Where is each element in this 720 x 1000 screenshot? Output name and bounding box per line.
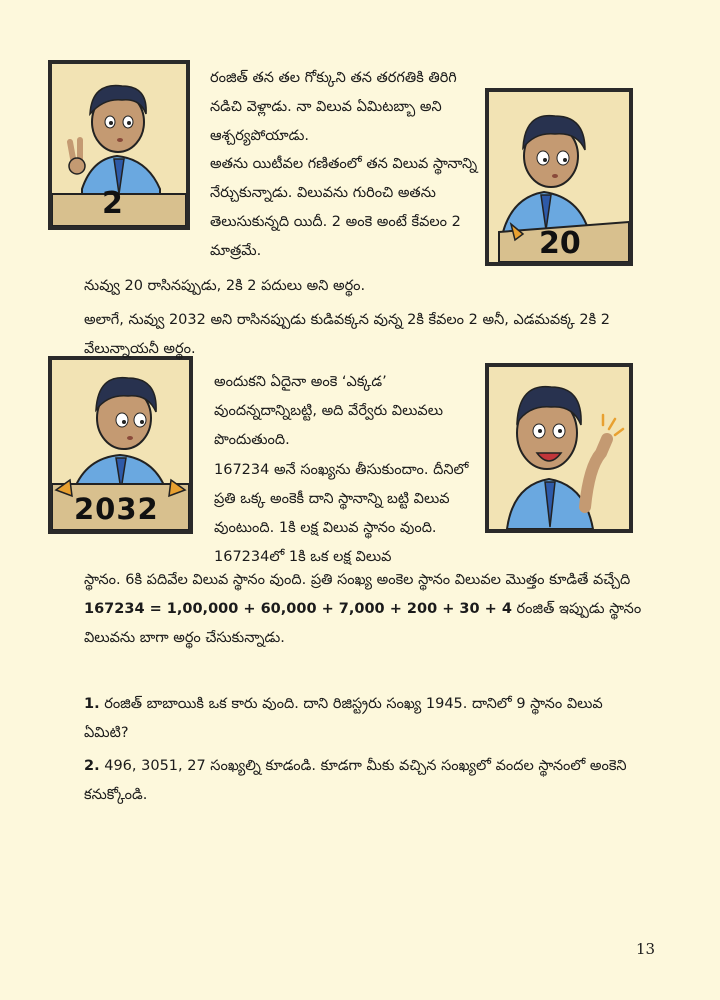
middle-paragraph-6-continued: స్థానం. 6కి పదివేల విలువ స్థానం వుంది. ప్రతి సంఖ్య అంకెల స్థానం విలువల మొత్తం కూడితే వచ్చేది [84, 572, 631, 588]
equation-line [84, 595, 644, 653]
middle-paragraph-5: అందుకని ఏదైనా అంకె ‘ఎక్కడ’ వుందన్నదాన్నిబట్టి, అది వేర్వేరు విలువలు పొందుతుంది. [214, 374, 444, 448]
intro-paragraph-1: రంజిత్ తన తల గోక్కుని తన తరగతికి తిరిగి నడిచి వెళ్లాడు. నా విలువ ఏమిటబ్బా అని ఆశ్చర్యపోయాడు. [210, 70, 457, 144]
exercise-2-text: 496, 3051, 27 సంఖ్యల్ని కూడండి. కూడగా మీకు వచ్చిన సంఖ్యలో వందల స్థానంలో అంకెని కనుక్కోండి. [84, 758, 627, 803]
comic-panel-1 [48, 60, 190, 230]
comic-panel-4 [485, 363, 633, 533]
exercise-2-number: 2. [84, 758, 100, 774]
exercise-1-text: రంజిత్ బాబాయికి ఒక కారు వుంది. దాని రిజిస్ట్రరు సంఖ్య 1945. దానిలో 9 స్థానం విలువ ఏమిటి? [84, 696, 603, 741]
exercise-1-number: 1. [84, 696, 100, 712]
exercise-1 [84, 690, 644, 748]
panel-1-number: 2 [102, 186, 123, 221]
page-number: 13 [636, 940, 656, 958]
middle-paragraph-6: 167234 అనే సంఖ్యను తీసుకుందాం. దీనిలో ప్రతి ఒక్క అంకెకీ దాని స్థానాన్ని బట్టి విలువ వుంటుంది. 1కి లక్ష విలువ స్థానం వుంది. 167234లో 1కి ఒక లక్ష విలువ [214, 462, 469, 565]
intro-paragraph-3: నువ్వు 20 రాసినప్పుడు, 2కి 2 పదులు అని అర్థం. [84, 278, 366, 294]
intro-paragraph-2: అతను యిటీవల గణితంలో తన విలువ స్థానాన్ని నేర్చుకున్నాడు. విలువను గురించి అతను తెలుసుకున్నది యిదీ. 2 అంకె అంటే కేవలం 2 మాత్రమే. [210, 156, 478, 259]
panel-2-number: 20 [539, 226, 581, 261]
comic-panel-3 [48, 356, 193, 534]
comic-panel-2 [485, 88, 633, 266]
intro-paragraph-4: అలాగే, నువ్వు 2032 అని రాసినప్పుడు కుడివక్కన వున్న 2కి కేవలం 2 అనీ, ఎడమవక్క 2కి 2 వేలున్నాయనీ అర్థం. [84, 312, 610, 357]
panel-3-number: 2032 [74, 492, 159, 526]
closing-sentence: రంజిత్ ఇప్పుడు స్థానం విలువను బాగా అర్థం చేసుకున్నాడు. [84, 601, 642, 646]
place-value-equation: 167234 = 1,00,000 + 60,000 + 7,000 + 200 + 30 + 4 [84, 601, 512, 617]
exercise-2 [84, 752, 644, 810]
